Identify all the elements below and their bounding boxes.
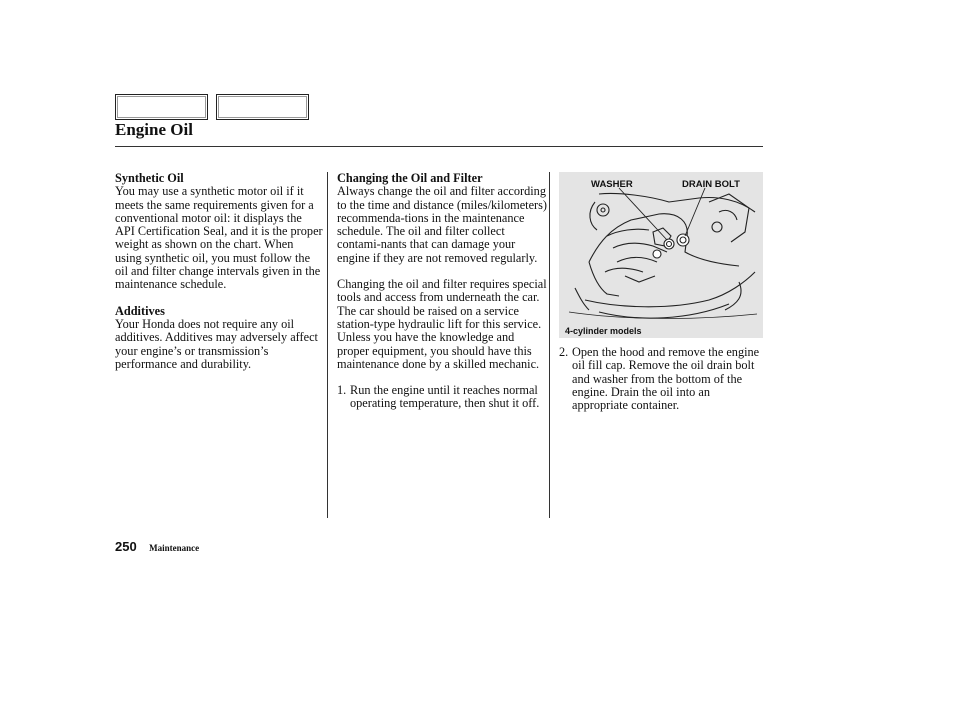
drain-bolt-illustration [559,172,763,338]
engine-underside-drawing [559,172,763,338]
page-number: 250 [115,539,137,554]
page-footer [115,538,199,556]
step-2 [559,346,763,412]
additives-text: Your Honda does not require any oil additives. Additives may adversely affect your engine’s or transmission’s performance and durability. [115,316,318,371]
column-right [559,172,763,412]
column-divider-2 [549,172,550,518]
column-left [115,172,323,384]
step-1 [337,384,547,411]
column-middle [337,172,547,411]
synthetic-oil-heading: Synthetic Oil [115,171,184,185]
title-rule [115,146,763,147]
tab-box-left [115,94,208,120]
drain-bolt-label: DRAIN BOLT [682,179,740,190]
changing-oil-intro: Always change the oil and filter according to the time and distance (miles/kilometers) recommenda-tions in the maintenance schedule. The oil and filter collect contami-nants that can damage your engine if they are not removed regularly. [337,184,548,265]
washer-label: WASHER [591,179,633,190]
step-2-text: Open the hood and remove the engine oil fill cap. Remove the oil drain bolt and washer from the bottom of the engine. Drain the oil into an appropriate container. [572,345,760,413]
step-1-number: 1. [337,383,347,398]
step-1-text: Run the engine until it reaches normal operating temperature, then shut it off. [350,383,540,411]
page-title: Engine Oil [115,120,193,139]
section-name: Maintenance [149,543,200,553]
changing-oil-heading: Changing the Oil and Filter [337,171,483,185]
step-2-number: 2. [559,345,569,359]
tab-box-right [216,94,309,120]
synthetic-oil-text: You may use a synthetic motor oil if it meets the same requirements given for a conventional motor oil: it displays the API Certification Seal, and it is the proper weight as shown on the chart. When using synthetic oil, you must follow the oil and filter change intervals given in the maintenance schedule. [115,184,323,292]
column-divider-1 [327,172,328,518]
figure-caption: 4-cylinder models [565,326,642,336]
additives-heading: Additives [115,303,165,318]
changing-oil-lift: Changing the oil and filter requires special tools and access from underneath the car. The car should be raised on a service station-type hydraulic lift for this service. Unless you have the knowledge and proper equipment, you should have this maintenance done by a skilled mechanic. [337,277,547,371]
